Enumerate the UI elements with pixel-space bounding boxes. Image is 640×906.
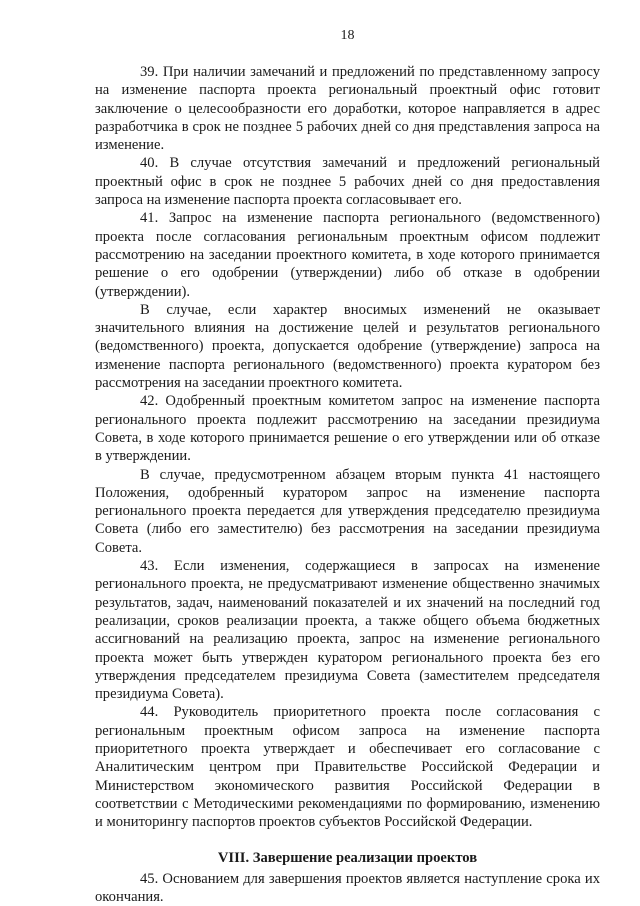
paragraph-41: 41. Запрос на изменение паспорта регионального (ведомственного) проекта после согласования региональным проектным офисом подлежит рассмотрению на заседании проектного комитета, в ходе которого принимается решение о его одобрении (утверждении) либо об отказе в одобрении (утверждении). [95,210,600,300]
page-number: 18 [340,28,355,43]
paragraph-45: 45. Основанием для завершения проектов является наступление срока их окончания. [95,870,600,906]
paragraph-43: 43. Если изменения, содержащиеся в запросах на изменение регионального проекта, не предусматривают изменение общественно значимых результатов, задач, наименований показателей и их значений на последний год реализации, сроков реализации проекта, а также общего объема бюджетных ассигнований на реализацию проекта, запрос на изменение регионального проекта может быть утвержден куратором регионального проекта без его утверждения председателем президиума Совета (заместителем председателя президиума Совета). [95,558,600,703]
paragraph-39: 39. При наличии замечаний и предложений по представленному запросу на изменение паспорта проекта региональный проектный офис готовит заключение о целесообразности его доработки, которое направляется в адрес разработчика в срок не позднее 5 рабочих дней со дня представления запроса на изменение. [95,64,600,154]
paragraph-40: 40. В случае отсутствия замечаний и предложений региональный проектный офис в срок не позднее 5 рабочих дней со дня предоставления запроса на изменение паспорта проекта согласовывает его. [95,155,600,209]
paragraph-44: 44. Руководитель приоритетного проекта после согласования с региональным проектным офисом запроса на изменение паспорта приоритетного проекта утверждает и обеспечивает его согласование с Аналитическим центром при Правительстве Российской Федерации и Министерством экономического развития Российской Федерации в соответствии с Методическими рекомендациями по формированию, изменению и мониторингу паспортов проектов субъектов Российской Федерации. [95,704,600,831]
section-heading: VIII. Завершение реализации проектов [217,850,478,867]
paragraph-42-second: В случае, предусмотренном абзацем вторым пункта 41 настоящего Положения, одобренный куратором запрос на изменение паспорта регионального проекта передается для утверждения председателю президиума Совета (либо его заместителю) без рассмотрения на заседании президиума Совета. [95,466,600,556]
paragraph-42: 42. Одобренный проектным комитетом запрос на изменение паспорта регионального проекта подлежит рассмотрению на заседании президиума Совета, в ходе которого принимается решение о его утверждении или об отказе в утверждении. [95,393,600,465]
paragraph-41-second: В случае, если характер вносимых изменений не оказывает значительного влияния на достижение целей и результатов регионального (ведомственного) проекта, допускается одобрение (утверждение) запроса на изменение паспорта регионального (ведомственного) проекта куратором без рассмотрения на заседании проектного комитета. [95,301,600,392]
